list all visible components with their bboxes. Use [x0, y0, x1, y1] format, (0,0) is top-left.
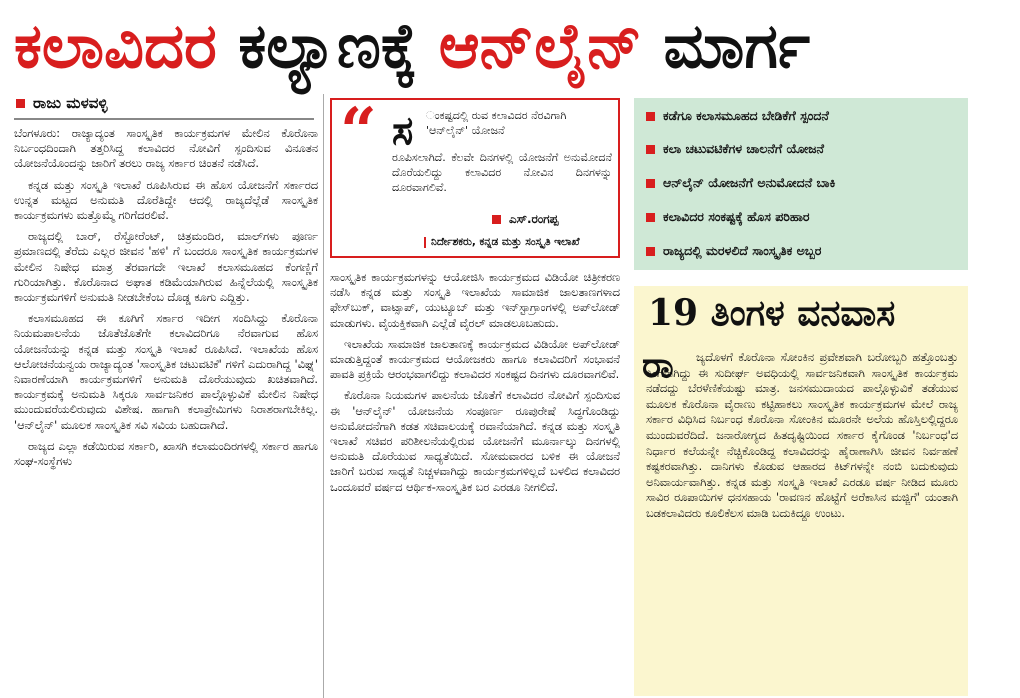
quote-text-lead: ಂಕಷ್ಟದಲ್ಲಿ ರುವ ಕಲಾವಿದರ ನೆರವಿಗಾಗಿ 'ಆನ್‌ಲೈನ್' ಯೋಜನೆ — [426, 109, 567, 137]
paragraph: ಕಲಾಸಮೂಹದ ಈ ಕೂಗಿಗೆ ಸರ್ಕಾರ ಇದೀಗ ಸಂದಿಸಿದ್ದು ಕೊರೊನಾ ನಿಯಮಪಾಲನೆಯ ಜೊತೆಜೊತೆಗೇ ಕಲಾವಿದರಿಗೂ ನೆರವಾಗುವ ಹೊಸ ಯೋಜನೆಯನ್ನು ಕನ್ನಡ ಮತ್ತು ಸಂಸ್ಕೃತಿ ಇಲಾಖೆ ರೂಪಿಸಿದೆ. ಇಲಾಖೆಯ ಹೊಸ ಆಲೋಚನೆಯನ್ವಯ ರಾಜ್ಯಾದ್ಯಂತ 'ಸಾಂಸ್ಕೃತಿಕ ಚಟುವಟಿಕೆ' ಗಳಿಗೆ ಎದುರಾಗಿದ್ದ 'ವಿಘ್ನ' ನಿವಾರಣೆಯಾಗಿ ಕಾರ್ಯಕ್ರಮಗಳಿಗೆ ಅನುಮತಿ ದೊರೆಯುವುದು ಖಚಿತವಾಗಿದೆ. ಕಾರ್ಯಕ್ರಮಕ್ಕೆ ಅನುಮತಿ ಸಿಕ್ಕರೂ ಸಾರ್ವಜನಿಕರ ಪಾಲ್ಗೊಳ್ಳುವಿಕೆ ಮೇಲಿನ ನಿಷೇಧ ಮುಂದುವರೆಯಲಿರುವುದು ವಿಶೇಷ. ಹಾಗಾಗಿ ಕಲಾಪ್ರೇಮಿಗಳು ನಿರಾಶರಾಗಬೇಕಿಲ್ಲ. 'ಆನ್‌ಲೈನ್' ಮೂಲಕ ಸಾಂಸ್ಕೃತಿಕ ಸವಿ ಸವಿಯ ಬಹುದಾಗಿದೆ. — [14, 312, 318, 432]
quote-speaker-role — [424, 236, 580, 249]
highlight-text: ರಾಜ್ಯದಲ್ಲಿ ಮರಳಲಿದೆ ಸಾಂಸ್ಕೃತಿಕ ಅಬ್ಬರ — [663, 243, 822, 258]
square-bullet-icon — [646, 145, 655, 154]
paragraph: ರಾಜ್ಯದಲ್ಲಿ ಬಾರ್, ರೆಸ್ಟೋರೆಂಟ್, ಚಿತ್ರಮಂದಿರ, ಮಾಲ್‌ಗಳು ಪೂರ್ಣ ಪ್ರಮಾಣದಲ್ಲಿ ತೆರೆದು ಎಲ್ಲರ ಜೀವನ 'ಹಳಿ' ಗೆ ಬಂದರೂ ಸಾಂಸ್ಕೃತಿಕ ಕಾರ್ಯಕ್ರಮಗಳ ಮೇಲಿನ ನಿಷೇಧ ಮಾತ್ರ ತೆರವಾಗದೇ ಇಲಾಖೆ ಕಲಾಸಮೂಹದ ಕೆಂಗಣ್ಣಿಗೆ ಗುರಿಯಾಗಿತ್ತು. ಕೊರೊನಾದ ಅಘಾತ ಕಡಿಮೆಯಾಗಿರುವ ಹಿನ್ನೆಲೆಯಲ್ಲಿ ಸಾಂಸ್ಕೃತಿಕ ಕಾರ್ಯಕ್ರಮಗಳಿಗೆ ಅನುಮತಿ ನೀಡಬೇಕೆಂಬ ದೊಡ್ಡ ಕೂಗು ಎದ್ದಿತ್ತು. — [14, 230, 318, 305]
square-bullet-icon — [646, 179, 655, 188]
paragraph: ರಾಜ್ಯದ ಎಲ್ಲಾ ಕಡೆಯಿರುವ ಸರ್ಕಾರಿ, ಖಾಸಗಿ ಕಲಾಮಂದಿರಗಳಲ್ಲಿ ಸರ್ಕಾರ ಹಾಗೂ ಸಂಘ-ಸಂಸ್ಥೆಗಳು — [14, 439, 318, 469]
square-bullet-icon — [492, 215, 501, 224]
highlight-item — [646, 108, 829, 124]
highlight-text: ಕಲಾವಿದರ ಸಂಕಷ್ಟಕ್ಕೆ ಹೊಸ ಪರಿಹಾರ — [663, 209, 810, 224]
sidebar-body: ಜ್ಯದೊಳಗೆ ಕೊರೊನಾ ಸೋಂಕಿನ ಪ್ರವೇಶವಾಗಿ ಬರೋಬ್ಬರಿ ಹತ್ತೊಂಬತ್ತು ತಿಂಗಳಾಗಿದ್ದು ಈ ಸುದೀರ್ಘ ಅವಧಿಯಲ್ಲಿ ಸಾರ್ವಜನಿಕವಾಗಿ ಸಾಂಸ್ಕೃತಿಕ ಕಾರ್ಯಕ್ರಮ ನಡೆದದ್ದು ಬೆರಳೆಣಿಕೆಯಷ್ಟು ಮಾತ್ರ. ಜನಸಮುದಾಯದ ಪಾಲ್ಗೊಳ್ಳುವಿಕೆ ತಡೆಯುವ ಮೂಲಕ ಕೊರೊನಾ ವೈರಾಣು ಕಟ್ಟಿಹಾಕಲು ಸಾಂಸ್ಕೃತಿಕ ಕಾರ್ಯಕ್ರಮಗಳ ಮೇಲೆ ರಾಜ್ಯ ಸರ್ಕಾರ ವಿಧಿಸಿದ ನಿರ್ಬಂಧ ಕೊರೊನಾ ಸೋಂಕಿನ ಮೂರನೇ ಅಲೆಯ ಹೊಸ್ತಿಲಲ್ಲಿದ್ದರೂ ಮುಂದುವರೆದಿದೆ. ಜನಾರೋಗ್ಯದ ಹಿತದೃಷ್ಟಿಯಿಂದ ಸರ್ಕಾರ ಕೈಗೊಂಡ 'ನಿರ್ಬಂಧ'ದ ನಿರ್ಧಾರ ಕಲೆಯನ್ನೇ ನೆಚ್ಚಿಕೊಂಡಿದ್ದ ಕಲಾವಿದರನ್ನು ಹೈರಾಣಾಗಿಸಿ ಜೀವನ ನಿರ್ವಹಣೆ ಕಷ್ಟಕರವಾಗಿತ್ತು. ದಾನಿಗಳು ಕೊಡುವ ಆಹಾರದ ಕಿಟ್‌ಗಳನ್ನೇ ನಂಬಿ ಬದುಕುವುದು ಅನಿವಾರ್ಯವಾಗಿತ್ತು. ಕನ್ನಡ ಮತ್ತು ಸಂಸ್ಕೃತಿ ಇಲಾಖೆ ಎರಡೂ ವರ್ಷ ನೀಡಿದ ಮೂರು ಸಾವಿರ ರೂಪಾಯಿಗಳ ಧನಸಹಾಯ 'ರಾವಣನ ಹೊಟ್ಟೆಗೆ ಅರೆಕಾಸಿನ ಮಜ್ಜಿಗೆ' ಯಂತಾಗಿ ಬಡಕಲಾವಿದರು ಕೂಲಿಕೆಲಸ ಮಾಡಿ ಬದುಕಿದ್ದೂ ಉಂಟು. — [646, 351, 958, 520]
byline — [16, 94, 107, 112]
quote-text-body: ರೂಪಿಸಲಾಗಿದೆ. ಕೆಲವೇ ದಿನಗಳಲ್ಲಿ ಯೋಜನೆಗೆ ಅನುಮೋದನೆ ದೊರೆಯಲಿದ್ದು ಕಲಾವಿದರ ನೋವಿನ ದಿನಗಳನ್ನು ದೂರವಾಗಲಿವೆ. — [392, 151, 612, 194]
square-bullet-icon — [16, 99, 25, 108]
sidebar-box — [634, 286, 968, 696]
paragraph: ಕೊರೊನಾ ನಿಯಮಗಳ ಪಾಲನೆಯ ಜೊತೆಗೆ ಕಲಾವಿದರ ನೋವಿಗೆ ಸ್ಪಂದಿಸುವ ಈ 'ಆನ್‌ಲೈನ್' ಯೋಜನೆಯ ಸಂಪೂರ್ಣ ರೂಪುರೇಷೆ ಸಿದ್ಧಗೊಂಡಿದ್ದು ಅನುಮೋದನೆಗಾಗಿ ಕಡತ ಸಚಿವಾಲಯಕ್ಕೆ ರವಾನೆಯಾಗಿದೆ. ಕನ್ನಡ ಮತ್ತು ಸಂಸ್ಕೃತಿ ಇಲಾಖೆ ಸಚಿವರ ಪರಿಶೀಲನೆಯಲ್ಲಿರುವ ಯೋಜನೆಗೆ ಮೂರ್ನಾಲ್ಕು ದಿನಗಳಲ್ಲಿ ಅನುಮತಿ ದೊರೆಯುವ ಸಾಧ್ಯತೆಯಿದೆ. ಸೋಮವಾರದ ಬಳಿಕ ಈ ಯೋಜನೆ ಜಾರಿಗೆ ಬರುವ ಸಾಧ್ಯತೆ ನಿಚ್ಚಳವಾಗಿದ್ದು ಕಾರ್ಯಕ್ರಮಗಳಿಲ್ಲದೆ ಬಳಲಿದ ಕಲಾವಿದರ ಒಂದೂವರೆ ವರ್ಷದ ಆರ್ಥಿಕ-ಸಾಂಸ್ಕೃತಿಕ ಬರ ಎರಡೂ ನೀಗಲಿದೆ. — [330, 389, 620, 494]
square-bullet-icon — [646, 247, 655, 256]
sidebar-drop-cap: ರಾ — [642, 345, 674, 386]
highlight-item — [646, 141, 824, 157]
quote-mark-icon: “ — [340, 94, 377, 169]
square-bullet-icon — [646, 213, 655, 222]
headline-part-3: ಆನ್‌ಲೈನ್ — [438, 9, 642, 82]
quote-drop-cap: ಸ — [392, 108, 414, 154]
sidebar-text — [646, 350, 958, 522]
pull-quote — [330, 94, 620, 258]
article-column-2 — [330, 270, 620, 698]
quote-speaker-name: ಎಸ್.ರಂಗಪ್ಪ — [509, 212, 559, 226]
headline-part-1: ಕಲಾವಿದರ — [14, 9, 217, 82]
quote-speaker — [492, 212, 558, 227]
headline — [14, 6, 1014, 86]
highlight-item — [646, 209, 810, 225]
headline-part-4: ಮಾರ್ಗ — [663, 9, 810, 82]
highlights-box — [634, 98, 968, 270]
paragraph: ಕನ್ನಡ ಮತ್ತು ಸಂಸ್ಕೃತಿ ಇಲಾಖೆ ರೂಪಿಸಿರುವ ಈ ಹೊಸ ಯೋಜನೆಗೆ ಸರ್ಕಾರದ ಉನ್ನತ ಮಟ್ಟದ ಅನುಮತಿ ದೊರೆತಿದ್ದೇ ಆದಲ್ಲಿ ರಾಜ್ಯದೆಲ್ಲೆಡೆ ಸಾಂಸ್ಕೃತಿಕ ಕಾರ್ಯಕ್ರಮಗಳು ಮತ್ತೊಮ್ಮೆ ಗರಿಗೆದರಲಿವೆ. — [14, 178, 318, 223]
highlight-text: ಕಡೆಗೂ ಕಲಾಸಮೂಹದ ಬೇಡಿಕೆಗೆ ಸ್ಪಂದನೆ — [663, 108, 829, 123]
article-column-1 — [14, 126, 318, 698]
paragraph: ಇಲಾಖೆಯ ಸಾಮಾಜಿಕ ಜಾಲತಾಣಕ್ಕೆ ಕಾರ್ಯಕ್ರಮದ ವಿಡಿಯೋ ಅಪ್‌ಲೋಡ್ ಮಾಡುತ್ತಿದ್ದಂತೆ ಕಾರ್ಯಕ್ರಮದ ಆಯೋಜಕರು ಹಾಗೂ ಕಲಾವಿದರಿಗೆ ಸಂಭಾವನೆ ಪಾವತಿ ಪ್ರಕ್ರಿಯೆ ಆರಂಭವಾಗಲಿದ್ದು ಕಲಾವಿದರ ಸಂಕಷ್ಟದ ದಿನಗಳು ದೂರವಾಗಲಿವೆ. — [330, 337, 620, 382]
highlight-item — [646, 243, 821, 259]
headline-part-2: ಕಲ್ಯಾಣಕ್ಕೆ — [238, 9, 418, 82]
byline-divider — [14, 118, 314, 120]
highlight-text: ಆನ್‌ಲೈನ್ ಯೋಜನೆಗೆ ಅನುಮೋದನೆ ಬಾಕಿ — [663, 175, 836, 190]
bar-icon — [424, 237, 426, 248]
drop-cap-spacer — [646, 351, 696, 361]
column-divider — [323, 94, 324, 698]
paragraph: ಸಾಂಸ್ಕೃತಿಕ ಕಾರ್ಯಕ್ರಮಗಳನ್ನು ಆಯೋಜಿಸಿ ಕಾರ್ಯಕ್ರಮದ ವಿಡಿಯೋ ಚಿತ್ರೀಕರಣ ನಡೆಸಿ ಕನ್ನಡ ಮತ್ತು ಸಂಸ್ಕೃತಿ ಇಲಾಖೆಯ ಸಾಮಾಜಿಕ ಜಾಲತಾಣಗಳಾದ ಫೇಸ್‌ಬುಕ್, ವಾಟ್ಸಾಪ್, ಯುಟ್ಯೂಬ್ ಮತ್ತು ಇನ್‌ಸ್ಟಾಗ್ರಾಂಗಳಲ್ಲಿ ಅಪ್‌ಲೋಡ್ ಮಾಡುಗಳು. ವೈಯಕ್ತಿಕವಾಗಿ ಎಲ್ಲೆಡೆ ವೈರಲ್ ಮಾಡಲೂಬಹುದು. — [330, 271, 620, 330]
byline-author: ರಾಜು ಮಳವಳ್ಳಿ — [33, 94, 108, 112]
sidebar-title: 19 ತಿಂಗಳ ವನವಾಸ — [648, 292, 896, 334]
paragraph: ಬೆಂಗಳೂರು: ರಾಜ್ಯಾದ್ಯಂತ ಸಾಂಸ್ಕೃತಿಕ ಕಾರ್ಯಕ್ರಮಗಳ ಮೇಲಿನ ಕೊರೊನಾ ನಿರ್ಬಂಧದಿಂದಾಗಿ ತತ್ತರಿಸಿದ್ದ ಕಲಾವಿದರ ನೋವಿಗೆ ಸ್ಪಂದಿಸುವ ವಿನೂತನ ಯೋಜನೆಯೊಂದನ್ನು ಜಾರಿಗೆ ತರಲು ರಾಜ್ಯ ಸರ್ಕಾರ ಚಿಂತನೆ ನಡೆಸಿದೆ. — [14, 127, 318, 171]
square-bullet-icon — [646, 112, 655, 121]
highlight-text: ಕಲಾ ಚಟುವಟಿಕೆಗಳ ಚಾಲನೆಗೆ ಯೋಜನೆ — [663, 141, 824, 156]
quote-role-text: ನಿರ್ದೇಶಕರು, ಕನ್ನಡ ಮತ್ತು ಸಂಸ್ಕೃತಿ ಇಲಾಖೆ — [431, 236, 580, 248]
highlight-item — [646, 175, 835, 191]
